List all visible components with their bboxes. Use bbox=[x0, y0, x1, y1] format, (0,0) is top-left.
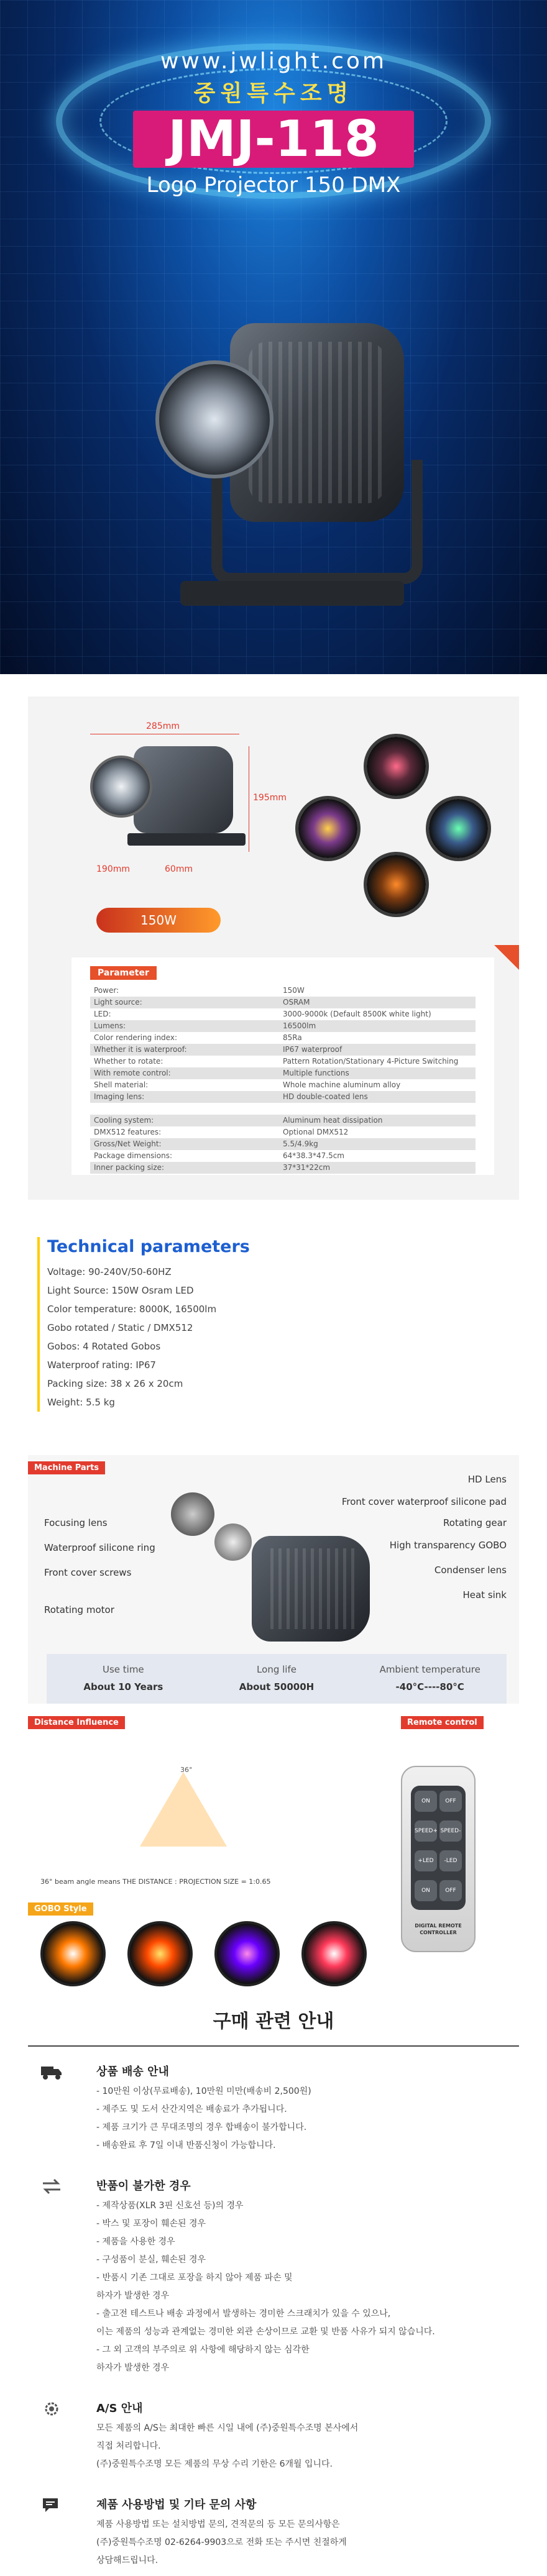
purchase-info-line: (주)중원특수조명 모든 제품의 무상 수리 기한은 6개월 입니다. bbox=[96, 2459, 333, 2469]
part-label-right: HD Lens bbox=[467, 1474, 507, 1485]
parameter-key: Package dimensions: bbox=[94, 1151, 173, 1160]
distance-tag: Distance Influence bbox=[28, 1716, 125, 1729]
tech-line: Gobos: 4 Rotated Gobos bbox=[47, 1341, 161, 1352]
purchase-info-line: - 제품을 사용한 경우 bbox=[96, 2237, 175, 2247]
purchase-info-line: - 구성품이 분실, 훼손된 경우 bbox=[96, 2255, 206, 2265]
gobo-preview-1 bbox=[364, 734, 429, 799]
machine-parts-tag: Machine Parts bbox=[28, 1461, 105, 1474]
life-cell bbox=[200, 1654, 354, 1704]
parameter-key: Gross/Net Weight: bbox=[94, 1140, 162, 1148]
parameter-row bbox=[90, 1020, 476, 1032]
purchase-info-title: A/S 안내 bbox=[96, 2402, 143, 2415]
purchase-title: 구매 관련 안내 bbox=[213, 2011, 334, 2032]
brand-name-korean: 중원특수조명 bbox=[193, 81, 354, 106]
purchase-info-line: - 10만원 이상(무료배송), 10만원 미만(배송비 2,500원) bbox=[96, 2086, 311, 2096]
life-cell bbox=[353, 1654, 507, 1704]
life-cell bbox=[47, 1654, 200, 1704]
part-label-right: High transparency GOBO bbox=[389, 1540, 507, 1551]
parameter-value: 16500lm bbox=[283, 1021, 316, 1030]
parameter-title: Parameter bbox=[90, 966, 157, 980]
purchase-info-block bbox=[28, 2161, 519, 2383]
parameter-value: 64*38.3*47.5cm bbox=[283, 1151, 344, 1160]
purchase-info-line: - 그 외 고객의 부주의로 위 사항에 해당하지 않는 심각한 bbox=[96, 2345, 310, 2355]
remote-label: DIGITAL REMOTE CONTROLLER bbox=[415, 1923, 462, 1935]
website-url: www.jwlight.com bbox=[160, 48, 387, 74]
product-subtitle: Logo Projector 150 DMX bbox=[146, 173, 401, 198]
purchase-info-line: - 제품 크기가 큰 무대조명의 경우 합배송이 불가합니다. bbox=[96, 2122, 307, 2132]
gobo-style-4 bbox=[301, 1921, 367, 1986]
remote-button: SPEED+ bbox=[415, 1820, 437, 1842]
parameter-row bbox=[90, 1032, 476, 1044]
purchase-sections bbox=[0, 2047, 547, 2576]
parameter-value: 37*31*22cm bbox=[283, 1163, 331, 1172]
tech-line: Voltage: 90-240V/50-60HZ bbox=[47, 1266, 172, 1277]
remote-controller bbox=[401, 1766, 476, 1952]
purchase-info-line: - 제작상품(XLR 3핀 신호선 등)의 경우 bbox=[96, 2201, 244, 2211]
mini-stand bbox=[127, 833, 246, 846]
machine-parts-section bbox=[28, 1455, 519, 1704]
remote-button: SPEED- bbox=[439, 1820, 462, 1842]
parameter-value: Whole machine aluminum alloy bbox=[283, 1080, 401, 1089]
beam-angle: 36° bbox=[180, 1766, 193, 1774]
purchase-info-line: 하자가 발생한 경우 bbox=[96, 2363, 170, 2373]
gobo-preview-3 bbox=[426, 796, 491, 861]
model-number: JMJ-118 bbox=[168, 110, 379, 168]
remote-button: +LED bbox=[415, 1850, 437, 1871]
parameter-table bbox=[71, 957, 494, 1175]
parameter-rows bbox=[90, 985, 476, 1174]
parameter-value: Aluminum heat dissipation bbox=[283, 1116, 383, 1125]
life-value: About 10 Years bbox=[83, 1681, 163, 1692]
part-label-left: Focusing lens bbox=[44, 1517, 108, 1528]
gobo-style-3 bbox=[214, 1921, 280, 1986]
base-height-label: 60mm bbox=[165, 864, 193, 874]
projector-base bbox=[180, 581, 404, 606]
remote-button: -LED bbox=[439, 1850, 462, 1871]
parameter-key: With remote control: bbox=[94, 1069, 171, 1077]
truck-icon bbox=[40, 2063, 63, 2081]
parameter-row bbox=[90, 1138, 476, 1150]
watt-badge: 150W bbox=[96, 908, 221, 933]
purchase-info-title: 반품이 불가한 경우 bbox=[96, 2180, 191, 2193]
parameter-value: OSRAM bbox=[283, 998, 310, 1007]
tech-title: Technical parameters bbox=[47, 1237, 250, 1256]
parameter-row bbox=[90, 1079, 476, 1091]
parameter-row bbox=[90, 1150, 476, 1162]
exploded-view bbox=[171, 1480, 370, 1654]
tech-line: Weight: 5.5 kg bbox=[47, 1397, 115, 1408]
parameter-value: 3000-9000k (Default 8500K white light) bbox=[283, 1010, 431, 1018]
parameter-row bbox=[90, 1126, 476, 1138]
gobo-preview-2 bbox=[295, 796, 361, 861]
parameter-value: IP67 waterproof bbox=[283, 1045, 342, 1054]
gobo-preview-cluster bbox=[295, 734, 494, 920]
parameter-key: Lumens: bbox=[94, 1021, 126, 1030]
gobo-style-1 bbox=[40, 1921, 106, 1986]
part-label-right: Front cover waterproof silicone pad bbox=[341, 1496, 507, 1507]
tech-lines bbox=[47, 1263, 510, 1412]
remote-button: ON bbox=[415, 1880, 437, 1901]
projector-image bbox=[155, 273, 416, 621]
dimension-projector-image bbox=[90, 746, 239, 852]
part-label-right: Heat sink bbox=[462, 1589, 507, 1601]
parameter-value: Multiple functions bbox=[283, 1069, 349, 1077]
purchase-info-title: 제품 사용방법 및 기타 문의 사항 bbox=[96, 2498, 257, 2511]
parameter-row bbox=[90, 1103, 476, 1115]
purchase-info-line: (주)중원특수조명 02-6264-9903으로 전화 또는 주시면 친절하게 bbox=[96, 2537, 347, 2547]
purchase-info-block bbox=[28, 2480, 519, 2576]
parameter-key: Light source: bbox=[94, 998, 142, 1007]
purchase-info-line: 모든 제품의 A/S는 최대한 빠른 시일 내에 (주)중원특수조명 본사에서 bbox=[96, 2423, 359, 2433]
tech-line: Waterproof rating: IP67 bbox=[47, 1359, 156, 1371]
ex-fins bbox=[270, 1548, 357, 1629]
tech-line: Gobo rotated / Static / DMX512 bbox=[47, 1322, 193, 1333]
parameter-row bbox=[90, 1056, 476, 1067]
chat-icon bbox=[40, 2496, 63, 2514]
purchase-info-block bbox=[28, 2047, 519, 2161]
parameter-key: Cooling system: bbox=[94, 1116, 154, 1125]
parameter-value bbox=[283, 1103, 476, 1115]
purchase-info-line: - 출고전 테스트나 배송 과정에서 발생하는 경미한 스크래치가 있을 수 있으나, bbox=[96, 2309, 391, 2319]
parameter-key: Shell material: bbox=[94, 1080, 149, 1089]
gobo-style-row bbox=[40, 1921, 376, 1989]
gobo-style-tag: GOBO Style bbox=[28, 1902, 93, 1916]
parameter-row bbox=[90, 997, 476, 1008]
purchase-info-line: 상담해드립니다. bbox=[96, 2555, 159, 2565]
purchase-info-line: 직접 처리합니다. bbox=[96, 2441, 161, 2451]
base-depth-label: 190mm bbox=[96, 864, 130, 874]
life-value: About 50000H bbox=[239, 1681, 315, 1692]
remote-tag: Remote control bbox=[401, 1716, 484, 1729]
distance-remote-section bbox=[28, 1716, 519, 1983]
parameter-key: DMX512 features: bbox=[94, 1128, 162, 1136]
parameter-key: Inner packing size: bbox=[94, 1163, 165, 1172]
parameter-row bbox=[90, 1044, 476, 1056]
parameter-key: LED: bbox=[94, 1010, 111, 1018]
parameter-row bbox=[90, 1067, 476, 1079]
life-title: Long life bbox=[257, 1664, 296, 1675]
purchase-info-title: 상품 배송 안내 bbox=[96, 2065, 169, 2078]
parameter-key: Color rendering index: bbox=[94, 1033, 177, 1042]
tech-line: Light Source: 150W Osram LED bbox=[47, 1285, 194, 1296]
mini-lens bbox=[90, 756, 152, 818]
parameter-row bbox=[90, 1008, 476, 1020]
parameter-row bbox=[90, 1162, 476, 1174]
parameter-value: 85Ra bbox=[283, 1033, 302, 1042]
part-label-left: Waterproof silicone ring bbox=[44, 1542, 155, 1553]
parameter-row bbox=[90, 985, 476, 997]
life-title: Ambient temperature bbox=[379, 1664, 480, 1675]
parameter-value: HD double-coated lens bbox=[283, 1092, 368, 1101]
gear-icon bbox=[40, 2400, 63, 2418]
dimension-diagram bbox=[71, 721, 287, 928]
projector-lens bbox=[155, 360, 274, 478]
life-value: -40°C----80°C bbox=[395, 1681, 464, 1692]
exchange-icon bbox=[40, 2177, 63, 2196]
remote-button: ON bbox=[415, 1791, 437, 1812]
life-title: Use time bbox=[102, 1664, 144, 1675]
purchase-info-line: 이는 제품의 성능과 관계없는 경미한 외관 손상이므로 교환 및 반품 사유가 되지 않습니다. bbox=[96, 2327, 435, 2337]
ex-lens bbox=[171, 1492, 214, 1536]
tech-line: Color temperature: 8000K, 16500lm bbox=[47, 1304, 217, 1315]
remote-button: OFF bbox=[439, 1791, 462, 1812]
dimension-section bbox=[28, 697, 519, 1200]
height-label: 195mm bbox=[253, 793, 287, 803]
purchase-info-line: - 박스 및 포장이 훼손된 경우 bbox=[96, 2219, 206, 2229]
gobo-style-2 bbox=[127, 1921, 193, 1986]
remote-button-pad bbox=[411, 1786, 466, 1910]
hero-banner bbox=[0, 0, 547, 674]
purchase-info-line: 제품 사용방법 또는 설치방법 문의, 견적문의 등 모든 문의사항은 bbox=[96, 2519, 340, 2529]
purchase-info-line: - 반품시 기존 그대로 포장을 하지 않아 제품 파손 및 bbox=[96, 2273, 293, 2283]
parameter-row bbox=[90, 1115, 476, 1126]
purchase-info-line: 하자가 발생한 경우 bbox=[96, 2291, 170, 2301]
technical-parameters bbox=[37, 1237, 510, 1412]
parameter-key bbox=[90, 1103, 283, 1115]
gobo-preview-4 bbox=[364, 852, 429, 917]
parameter-value: Pattern Rotation/Stationary 4-Picture Switching bbox=[283, 1057, 459, 1066]
parameter-key: Power: bbox=[94, 986, 119, 995]
width-label: 285mm bbox=[146, 721, 180, 731]
purchase-info-line: - 제주도 및 도서 산간지역은 배송료가 추가됩니다. bbox=[96, 2104, 287, 2114]
part-label-right: Rotating gear bbox=[443, 1517, 507, 1528]
parameter-value: 150W bbox=[283, 986, 305, 995]
part-label-left: Front cover screws bbox=[44, 1567, 132, 1578]
parameter-key: Imaging lens: bbox=[94, 1092, 145, 1101]
beam-note: 36° beam angle means THE DISTANCE : PROJECTION SIZE = 1:0.65 bbox=[40, 1878, 271, 1886]
lifetime-bar bbox=[47, 1654, 507, 1704]
parameter-row bbox=[90, 1091, 476, 1103]
parameter-value: Optional DMX512 bbox=[283, 1128, 349, 1136]
tech-line: Packing size: 38 x 26 x 20cm bbox=[47, 1378, 183, 1389]
part-label-right: Condenser lens bbox=[434, 1564, 507, 1576]
parameter-value: 5.5/4.9kg bbox=[283, 1140, 318, 1148]
beam-cone bbox=[140, 1772, 227, 1847]
part-label-left: Rotating motor bbox=[44, 1604, 114, 1615]
purchase-info-line: - 배송완료 후 7일 이내 반품신청이 가능합니다. bbox=[96, 2140, 276, 2150]
purchase-info-block bbox=[28, 2383, 519, 2480]
corner-accent bbox=[494, 945, 519, 970]
remote-button: OFF bbox=[439, 1880, 462, 1901]
parameter-key: Whether to rotate: bbox=[94, 1057, 163, 1066]
ex-ring bbox=[214, 1523, 252, 1561]
parameter-key: Whether it is waterproof: bbox=[94, 1045, 187, 1054]
